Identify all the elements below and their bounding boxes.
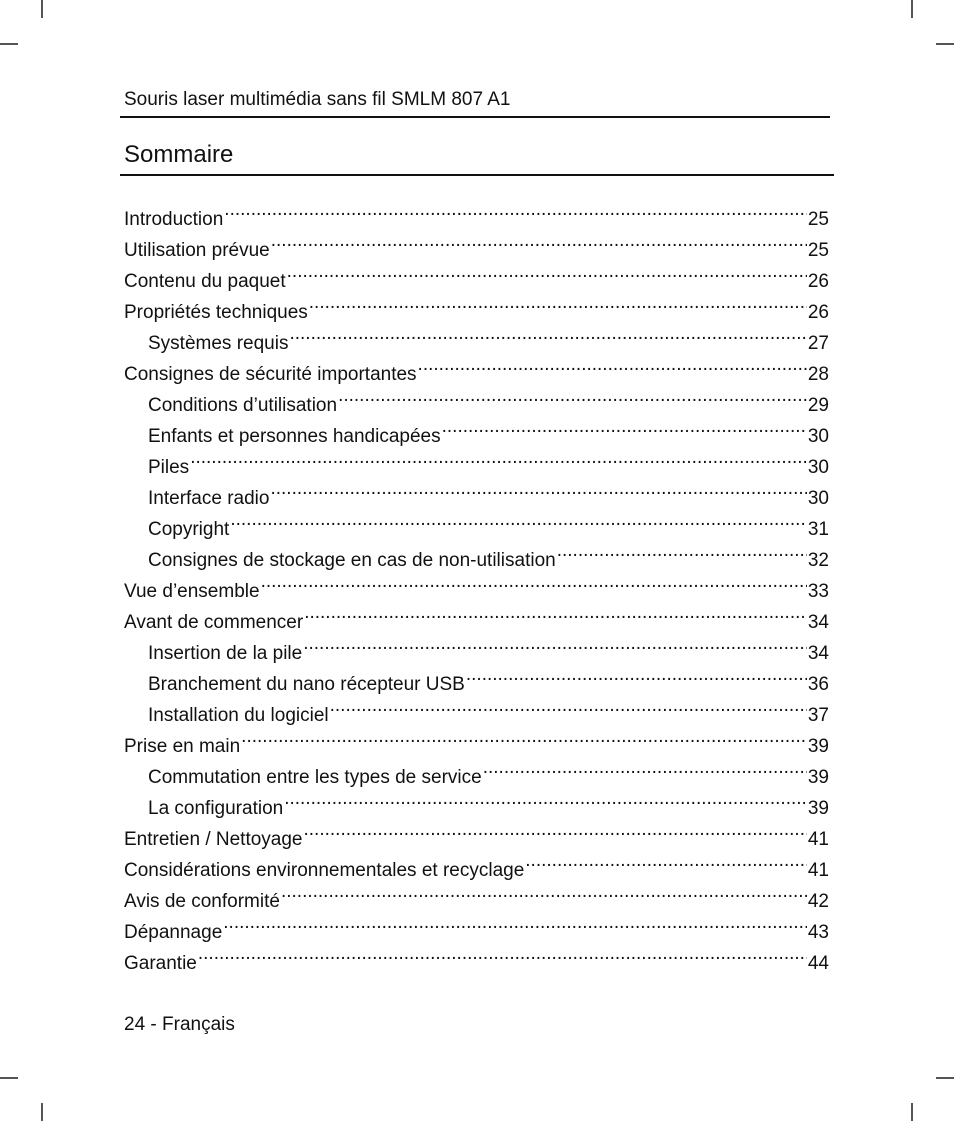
toc-entry[interactable]	[124, 504, 829, 540]
toc-entry-label: Propriétés techniques	[124, 302, 308, 323]
crop-mark-top-right-vertical	[911, 0, 913, 18]
toc-entry-page-number: 30	[807, 426, 829, 447]
toc-dot-leader	[418, 349, 807, 380]
toc-entry-page-number: 30	[807, 457, 829, 478]
toc-entry-label: Avis de conformité	[124, 891, 280, 912]
section-title: Sommaire	[124, 141, 234, 168]
toc-entry-label: Branchement du nano récepteur USB	[148, 674, 465, 695]
toc-entry-label: Avant de commencer	[124, 612, 304, 633]
toc-dot-leader	[309, 287, 807, 318]
toc-entry-label: Copyright	[148, 519, 230, 540]
header-rule	[120, 116, 830, 118]
toc-entry-label: Prise en main	[124, 736, 241, 757]
toc-entry[interactable]	[124, 907, 829, 943]
toc-dot-leader	[284, 783, 807, 814]
crop-mark-bottom-right-vertical	[911, 1103, 913, 1121]
toc-dot-leader	[223, 907, 807, 938]
toc-entry[interactable]	[124, 194, 829, 230]
toc-entry-label: Insertion de la pile	[148, 643, 303, 664]
toc-dot-leader	[230, 504, 807, 535]
toc-dot-leader	[483, 752, 807, 783]
toc-dot-leader	[304, 814, 807, 845]
toc-entry[interactable]	[124, 225, 829, 261]
crop-mark-top-right-horizontal	[936, 43, 954, 45]
table-of-contents	[124, 194, 829, 974]
toc-dot-leader	[330, 690, 807, 721]
toc-entry-label: Installation du logiciel	[148, 705, 329, 726]
toc-entry-label: Consignes de stockage en cas de non-utilisation	[148, 550, 556, 571]
toc-entry-page-number: 29	[807, 395, 829, 416]
toc-entry-page-number: 41	[807, 829, 829, 850]
toc-entry-page-number: 26	[807, 302, 829, 323]
toc-entry-page-number: 36	[807, 674, 829, 695]
toc-dot-leader	[198, 938, 807, 969]
toc-entry-page-number: 42	[807, 891, 829, 912]
toc-dot-leader	[241, 721, 807, 752]
toc-entry-label: Entretien / Nettoyage	[124, 829, 303, 850]
toc-entry[interactable]	[124, 938, 829, 974]
toc-entry-label: Piles	[148, 457, 190, 478]
toc-entry-page-number: 33	[807, 581, 829, 602]
toc-entry-label: Vue d’ensemble	[124, 581, 260, 602]
toc-dot-leader	[271, 225, 807, 256]
crop-mark-bottom-right-horizontal	[936, 1077, 954, 1079]
toc-entry-label: Dépannage	[124, 922, 223, 943]
toc-entry-page-number: 39	[807, 767, 829, 788]
crop-mark-top-left-horizontal	[0, 43, 18, 45]
toc-entry-label: Consignes de sécurité importantes	[124, 364, 417, 385]
toc-entry-page-number: 34	[807, 643, 829, 664]
toc-entry-label: Contenu du paquet	[124, 271, 286, 292]
toc-entry-page-number: 30	[807, 488, 829, 509]
toc-entry-page-number: 31	[807, 519, 829, 540]
toc-dot-leader	[466, 659, 807, 690]
toc-entry-page-number: 32	[807, 550, 829, 571]
toc-dot-leader	[281, 876, 807, 907]
crop-mark-bottom-left-horizontal	[0, 1077, 18, 1079]
toc-entry-page-number: 28	[807, 364, 829, 385]
toc-dot-leader	[557, 535, 807, 566]
toc-entry[interactable]	[124, 535, 829, 571]
toc-dot-leader	[442, 411, 807, 442]
toc-dot-leader	[338, 380, 807, 411]
toc-entry-page-number: 25	[807, 240, 829, 261]
toc-dot-leader	[303, 628, 807, 659]
toc-entry-label: Commutation entre les types de service	[148, 767, 482, 788]
toc-dot-leader	[270, 473, 806, 504]
toc-entry-page-number: 27	[807, 333, 829, 354]
toc-dot-leader	[287, 256, 807, 287]
document-header-title: Souris laser multimédia sans fil SMLM 807 A1	[124, 89, 511, 110]
toc-entry-page-number: 37	[807, 705, 829, 726]
toc-dot-leader	[304, 597, 807, 628]
toc-entry-label: Systèmes requis	[148, 333, 289, 354]
toc-entry[interactable]	[124, 442, 829, 478]
crop-mark-bottom-left-vertical	[41, 1103, 43, 1121]
toc-entry-page-number: 39	[807, 736, 829, 757]
toc-entry-label: Utilisation prévue	[124, 240, 270, 261]
toc-entry-label: Considérations environnementales et recyclage	[124, 860, 525, 881]
toc-entry-label: Garantie	[124, 953, 197, 974]
toc-entry-label: Interface radio	[148, 488, 270, 509]
toc-entry-page-number: 25	[807, 209, 829, 230]
toc-entry-label: Conditions d’utilisation	[148, 395, 338, 416]
page-footer: 24 - Français	[124, 1014, 235, 1035]
toc-entry-label: La configuration	[148, 798, 284, 819]
toc-dot-leader	[261, 566, 807, 597]
toc-entry-label: Introduction	[124, 209, 224, 230]
crop-mark-top-left-vertical	[41, 0, 43, 18]
toc-entry-page-number: 26	[807, 271, 829, 292]
toc-dot-leader	[224, 194, 807, 225]
toc-entry-page-number: 39	[807, 798, 829, 819]
toc-dot-leader	[525, 845, 807, 876]
toc-entry-page-number: 34	[807, 612, 829, 633]
toc-entry[interactable]	[124, 473, 829, 509]
toc-entry-label: Enfants et personnes handicapées	[148, 426, 441, 447]
toc-dot-leader	[289, 318, 806, 349]
toc-entry-page-number: 43	[807, 922, 829, 943]
section-rule	[120, 174, 834, 176]
toc-entry-page-number: 44	[807, 953, 829, 974]
toc-dot-leader	[190, 442, 807, 473]
toc-entry-page-number: 41	[807, 860, 829, 881]
